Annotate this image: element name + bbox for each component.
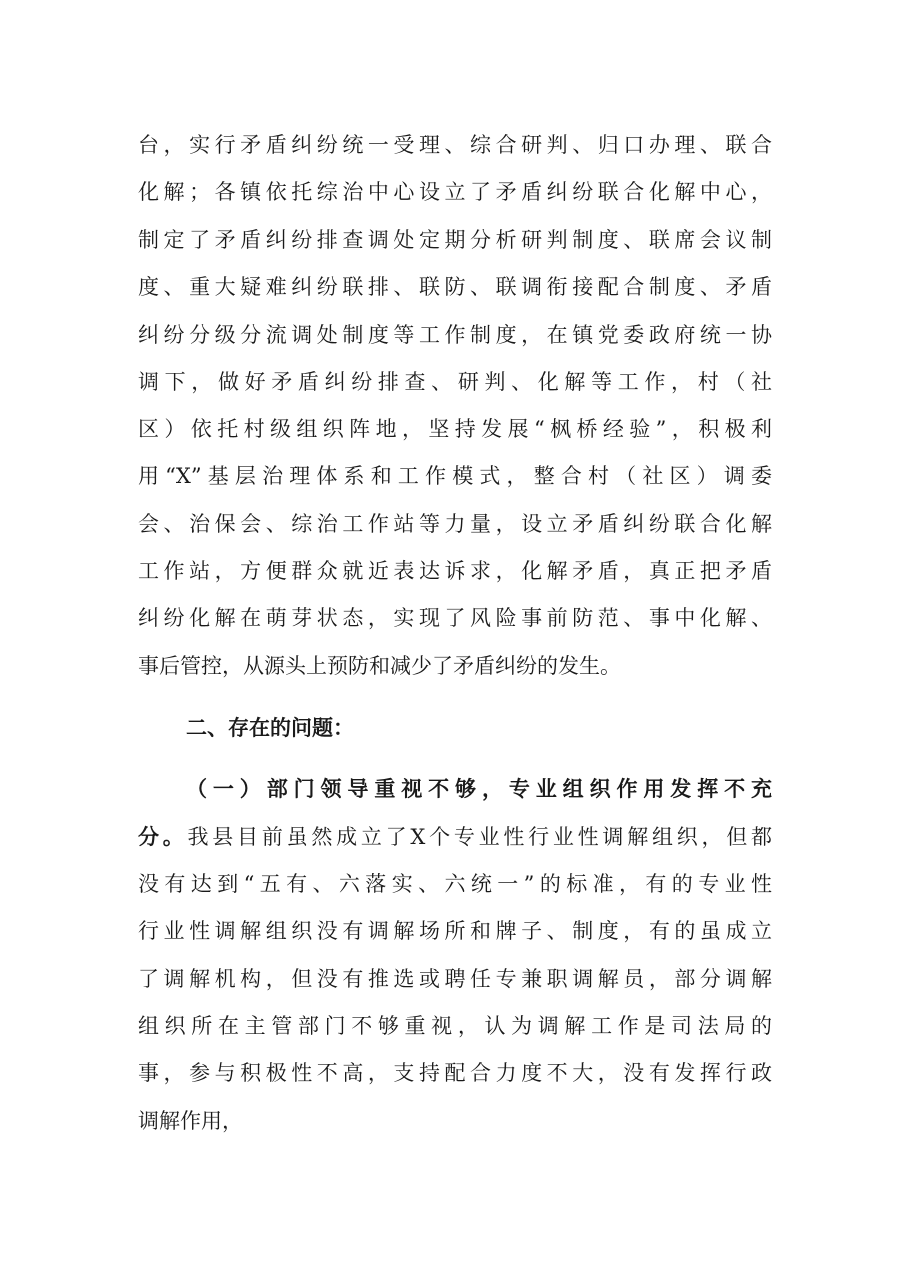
body-text-line: 行业性调解组织没有调解场所和牌子、制度，有的虽成立	[138, 919, 772, 943]
body-text-line: 度、重大疑难纠纷联排、联防、联调衔接配合制度、矛盾	[138, 275, 772, 299]
section-heading: 二、存在的问题：	[186, 715, 354, 740]
body-text-line: 纠纷分级分流调处制度等工作制度，在镇党委政府统一协	[138, 323, 772, 347]
body-text-line: 台，实行矛盾纠纷统一受理、综合研判、归口办理、联合	[138, 133, 772, 157]
subsection-title-end: 分。	[138, 824, 188, 849]
subsection-first-line	[138, 817, 772, 857]
body-text-line: 没有达到“五有、六落实、六统一”的标准，有的专业性	[138, 872, 772, 896]
body-text-line: 事后管控，从源头上预防和减少了矛盾纠纷的发生。	[138, 654, 621, 678]
body-text-line: 区）依托村级组织阵地，坚持发展“枫桥经验”，积极利	[138, 417, 772, 441]
body-text-line: 调解作用，	[138, 1109, 243, 1133]
body-text-line: 化解；各镇依托综治中心设立了矛盾纠纷联合化解中心，	[138, 180, 772, 204]
body-text-line: 会、治保会、综治工作站等力量，设立矛盾纠纷联合化解	[138, 512, 772, 536]
body-text-line: 组织所在主管部门不够重视，认为调解工作是司法局的	[138, 1014, 772, 1038]
body-text-line: 事，参与积极性不高，支持配合力度不大，没有发挥行政	[138, 1061, 772, 1085]
body-text-line: 纠纷化解在萌芽状态，实现了风险事前防范、事中化解、	[138, 606, 772, 630]
body-text-line: 制定了矛盾纠纷排查调处定期分析研判制度、联席会议制	[138, 228, 772, 252]
body-text-line: 调下，做好矛盾纠纷排查、研判、化解等工作，村（社	[138, 370, 772, 394]
subsection-title: （一）部门领导重视不够，专业组织作用发挥不充	[186, 776, 772, 801]
body-text-line: 了调解机构，但没有推选或聘任专兼职调解员，部分调解	[138, 967, 772, 991]
body-text-line: 工作站，方便群众就近表达诉求，化解矛盾，真正把矛盾	[138, 559, 772, 583]
body-text-line: 用“X”基层治理体系和工作模式，整合村（社区）调委	[138, 464, 772, 488]
body-text-span: 我县目前虽然成立了X个专业性行业性调解组织，但都	[187, 825, 772, 849]
